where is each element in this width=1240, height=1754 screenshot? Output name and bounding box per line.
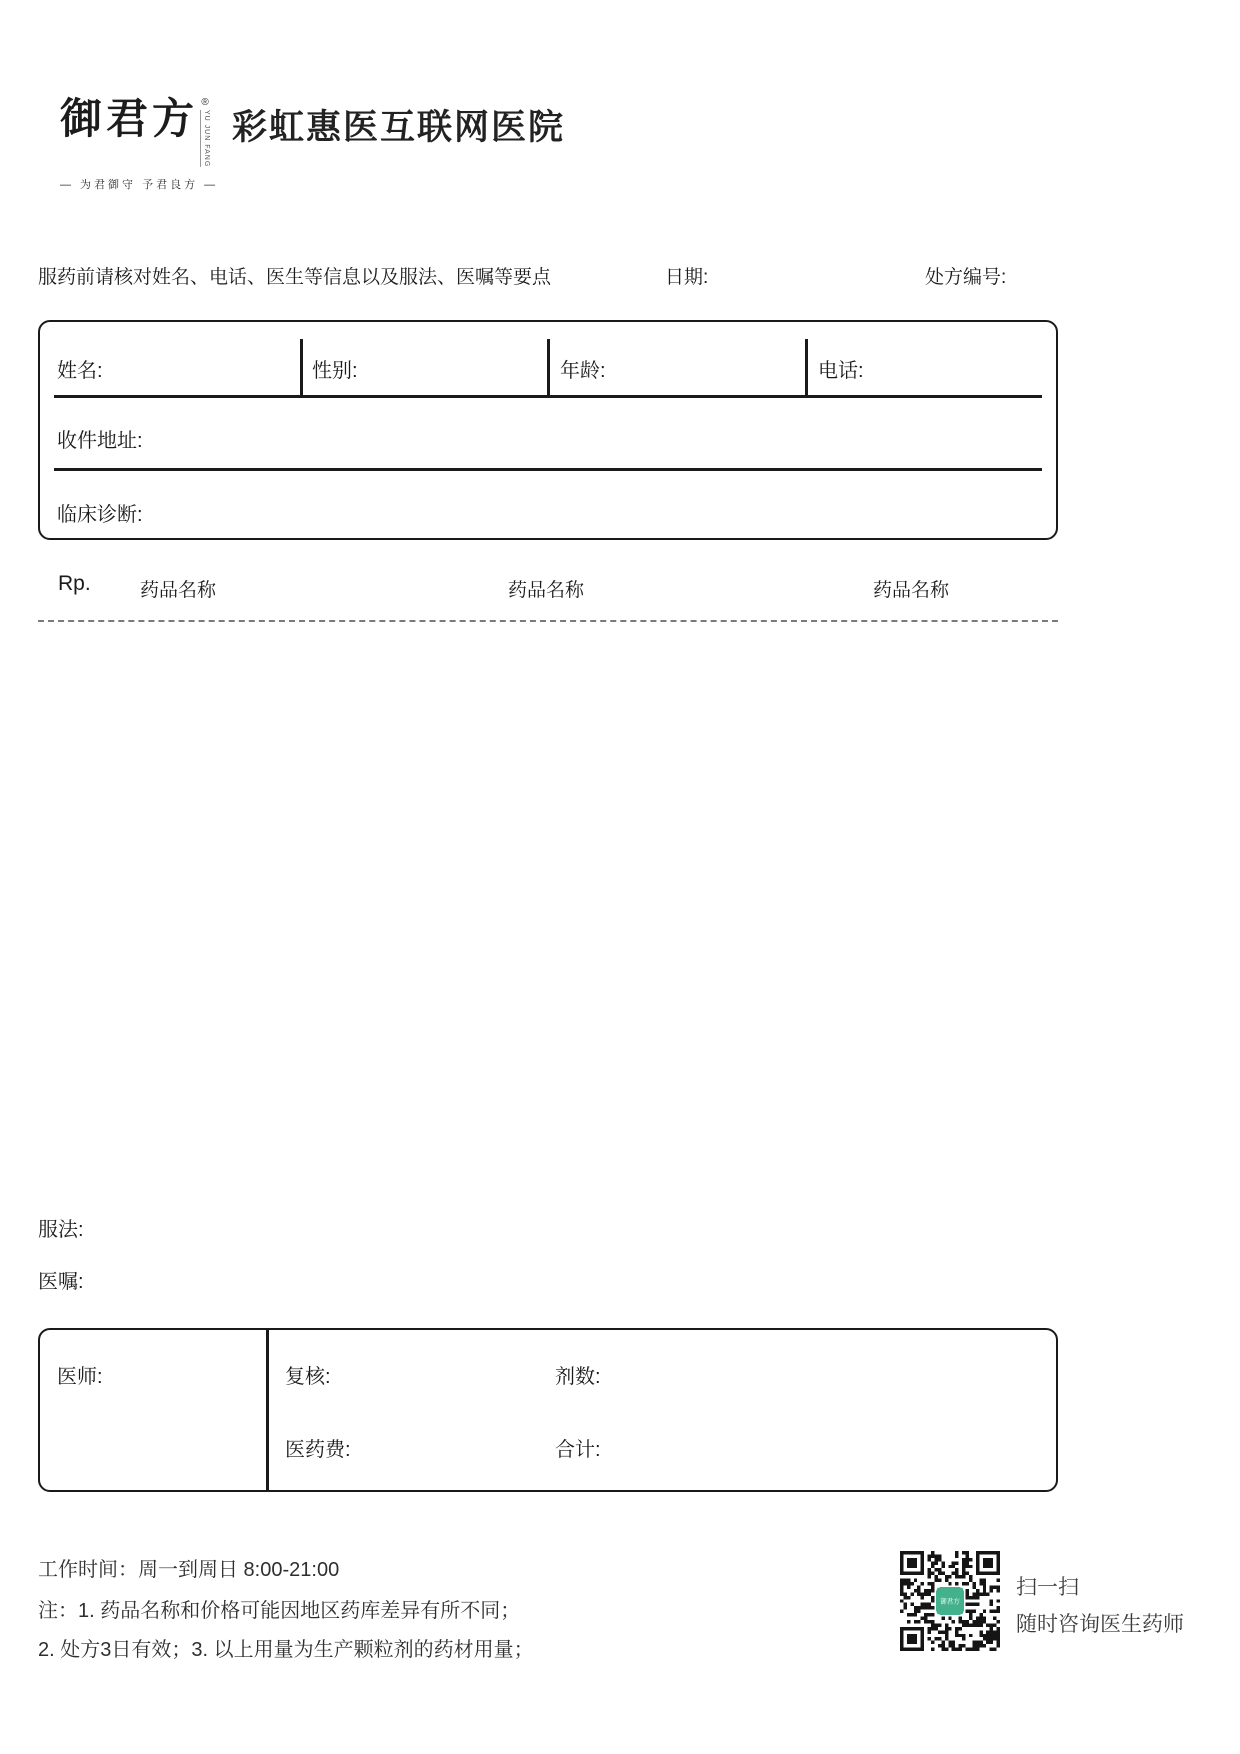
patient-info-box [38,320,1058,540]
column-divider [805,339,808,395]
logo-registered-mark: ® [201,97,209,108]
rp-label: Rp. [58,572,91,595]
doctor-label: 医师: [57,1366,103,1388]
logo-text: 御君方 [60,94,199,143]
signature-box [38,1328,1058,1492]
qr-caption-scan: 扫一扫 [1016,1576,1079,1599]
logo-tagline: — 为君御守 予君良方 — [60,179,219,192]
hospital-title: 彩虹惠医互联网医院 [232,108,566,147]
logo-pinyin: YU JUN FANG [200,110,210,167]
address-label: 收件地址: [57,430,143,452]
fee-label: 医药费: [285,1439,351,1461]
note-line-1: 注：1. 药品名称和价格可能因地区药库差异有所不同； [38,1600,521,1622]
advice-label: 医嘱: [38,1271,84,1293]
column-divider [300,339,303,395]
rx-number-label: 处方编号: [925,267,1007,288]
phone-label: 电话: [818,360,864,382]
row-divider [54,468,1042,471]
work-hours: 工作时间：周一到周日 8:00-21:00 [38,1559,340,1581]
drug-column-header: 药品名称 [873,580,950,601]
svg-text:御君方: 御君方 [940,1598,960,1606]
qr-code [900,1551,1000,1651]
drug-column-header: 药品名称 [140,580,217,601]
qr-caption-consult: 随时咨询医生药师 [1016,1613,1184,1636]
gender-label: 性别: [312,360,358,382]
name-label: 姓名: [57,360,103,382]
total-label: 合计: [555,1439,601,1461]
diagnosis-label: 临床诊断: [57,504,143,526]
row-divider [54,395,1042,398]
column-divider [266,1330,269,1490]
column-divider [547,339,550,395]
date-label: 日期: [665,267,709,288]
notice-text: 服药前请核对姓名、电话、医生等信息以及服法、医嘱等要点 [38,267,552,288]
brand-logo [60,94,219,192]
review-label: 复核: [285,1366,331,1388]
dose-count-label: 剂数: [555,1366,601,1388]
usage-label: 服法: [38,1219,84,1241]
dashed-separator [38,620,1058,622]
age-label: 年龄: [560,360,606,382]
note-line-2: 2. 处方3日有效；3. 以上用量为生产颗粒剂的药材用量； [38,1639,534,1661]
drug-column-header: 药品名称 [508,580,585,601]
